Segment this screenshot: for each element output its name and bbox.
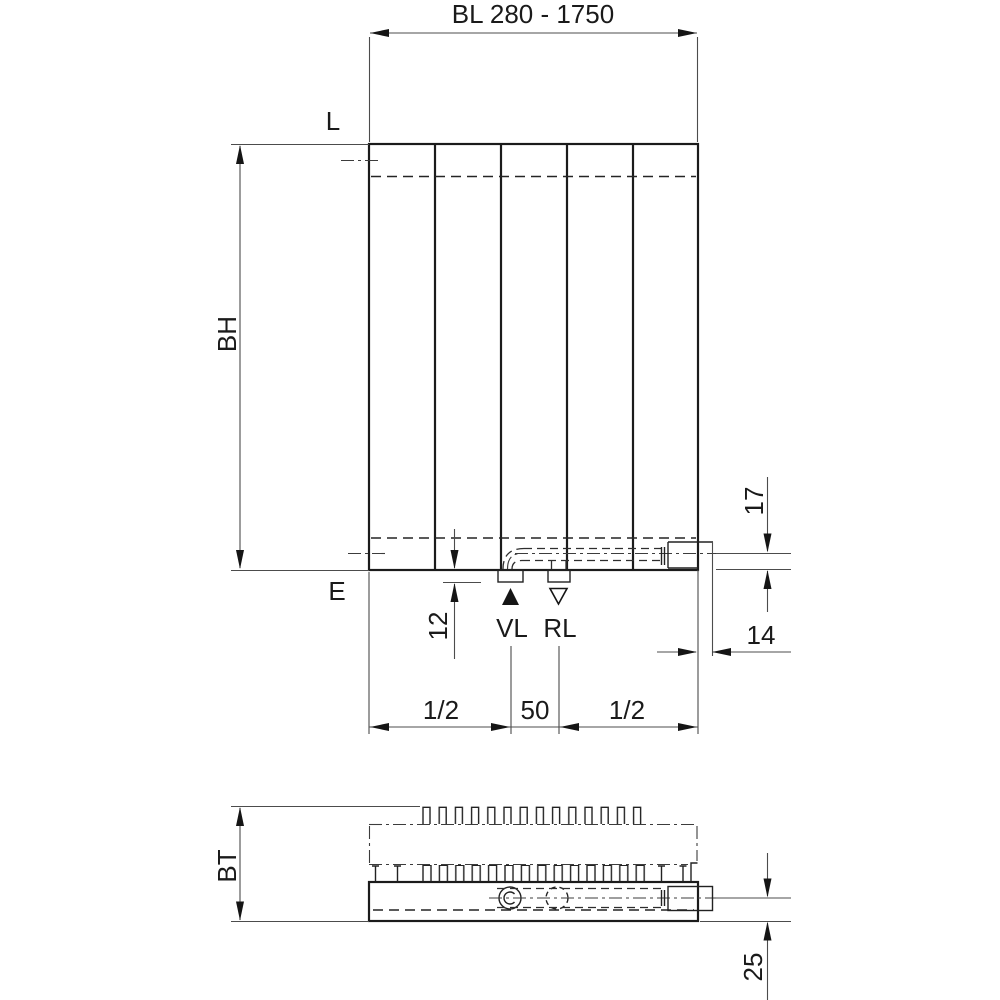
fin-bracket-right	[658, 866, 687, 882]
arrowhead-right	[678, 29, 697, 37]
dimension-bh-height	[212, 145, 244, 569]
dimension-center-to-bottom	[716, 477, 791, 612]
connection-spacing-label: 50	[520, 695, 550, 725]
bottom-edge-label: E	[328, 576, 346, 606]
fin-row-top	[420, 807, 645, 825]
connection-bores	[489, 887, 716, 909]
dimension-connection-position	[369, 572, 698, 734]
return-flow-icon	[550, 589, 567, 605]
center-to-back-label: 25	[738, 952, 768, 982]
bt-depth-label: BT	[212, 849, 242, 883]
return-label: RL	[543, 613, 577, 643]
section-view	[369, 807, 716, 922]
fin-bracket-left	[372, 866, 401, 882]
left-half-label: 1/2	[422, 695, 460, 725]
supply-label: VL	[496, 613, 528, 643]
return-stub	[548, 570, 570, 582]
fin-end-step	[691, 863, 698, 882]
right-half-label: 1/2	[608, 695, 646, 725]
internal-pipe-lines	[503, 549, 662, 570]
dimension-stub-depth	[423, 529, 481, 659]
section-view-dimensions	[212, 807, 791, 1000]
supply-stub	[498, 570, 523, 582]
side-pipe-offset-label: 14	[746, 620, 776, 650]
supply-bore-inner	[504, 892, 514, 904]
arrowhead-up	[236, 145, 244, 164]
supply-flow-icon	[502, 588, 519, 605]
front-view	[341, 144, 716, 734]
dimension-center-to-back	[700, 853, 791, 1000]
bl-width-label: BL 280 - 1750	[451, 0, 615, 29]
fin-row-bottom	[420, 865, 650, 882]
dimension-side-pipe-offset	[657, 620, 791, 656]
radiator-body-outline	[369, 144, 698, 570]
bh-height-label: BH	[212, 315, 242, 353]
slab-outline	[369, 882, 698, 921]
center-to-bottom-label: 17	[739, 486, 769, 516]
top-edge-label: L	[325, 106, 341, 136]
arrowhead-down	[236, 550, 244, 569]
radiator-section-lines	[435, 144, 633, 570]
dimension-bl-width	[370, 0, 698, 142]
stub-depth-label: 12	[423, 611, 453, 641]
centerline-marks	[341, 161, 716, 570]
hidden-header-lines	[371, 177, 696, 539]
arrowhead-left	[370, 29, 389, 37]
convector-fins	[369, 807, 698, 882]
